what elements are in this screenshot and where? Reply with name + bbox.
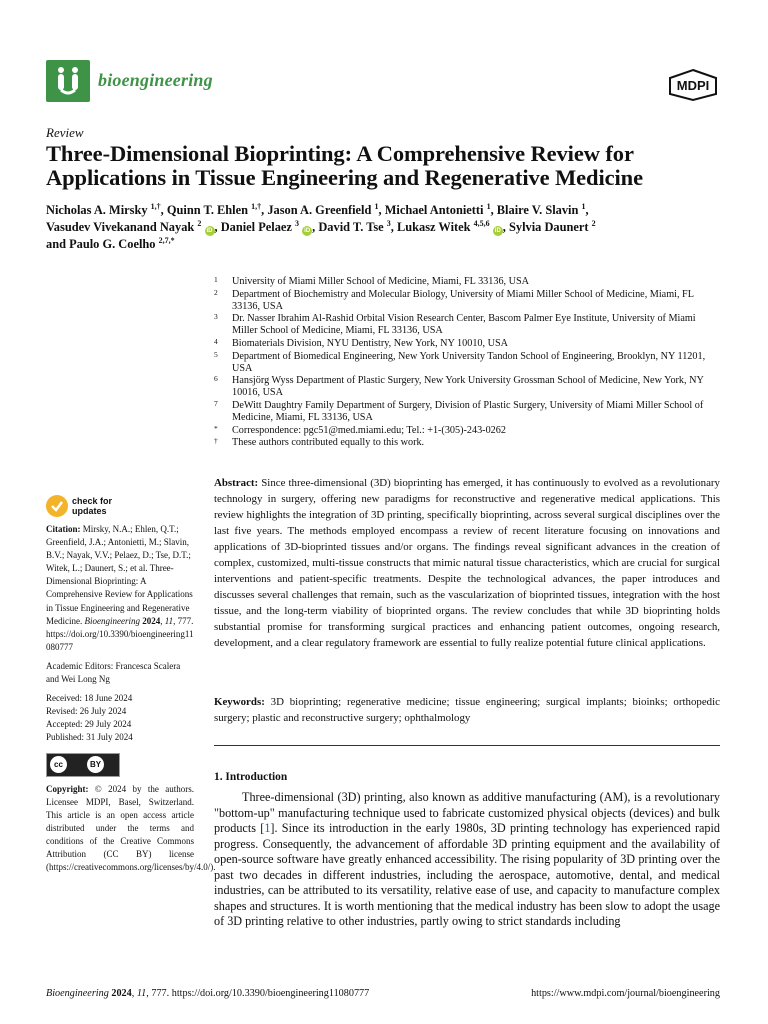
- academic-editors: Academic Editors: Francesca Scalera and Wei Long Ng: [46, 660, 181, 685]
- author-affiliation-marker: 2: [591, 218, 596, 228]
- affiliation-number: 1: [214, 275, 218, 284]
- sidebar: [46, 495, 216, 874]
- author-affiliation-marker: 1: [581, 201, 586, 211]
- cc-by-license-badge[interactable]: [46, 753, 120, 777]
- author-name: Sylvia Daunert: [508, 219, 589, 234]
- author-affiliation-marker: 4,5,6: [473, 218, 490, 228]
- check-updates-icon: [46, 495, 68, 517]
- citation-journal: Bioengineering: [84, 615, 140, 626]
- affiliation-item: [214, 313, 720, 337]
- affiliation-item: [214, 338, 720, 350]
- footer-volume: 11: [136, 988, 147, 999]
- citation-block: Citation: Mirsky, N.A.; Ehlen, Q.T.; Greenfield, J.A.; Antonietti, M.; Slavin, B.V.; Nayak, V.V.; Pelaez, D.; Tse, D.T.; Witek, L.; Daunert, S.; et al. Three-Dimensional Bioprinting: A Comprehensive Review for Applications in Tissue Engineering and Regenerative Medicine. Bioengineering 2024, 11, 777. https://doi.org/10.3390/bioengineering11080777: [46, 523, 194, 654]
- citation-label: Citation:: [46, 524, 81, 534]
- journal-logo: [46, 60, 90, 102]
- affiliation-item: [214, 375, 720, 399]
- affiliation-item: [214, 289, 720, 313]
- mdpi-logo: [666, 68, 720, 102]
- revised-date: Revised: 26 July 2024: [46, 706, 127, 717]
- affiliation-number: 4: [214, 336, 218, 346]
- author-affiliation-marker: 1: [486, 201, 491, 211]
- author-affiliation-marker: 1: [374, 201, 379, 211]
- author-name: Nicholas A. Mirsky: [46, 203, 148, 217]
- footer-doi[interactable]: , 777. https://doi.org/10.3390/bioengineering11080777: [146, 988, 370, 999]
- introduction-paragraph: Three-dimensional (3D) printing, also known as additive manufacturing (AM), is a revolutionary "bottom-up" manufacturing technique used to fabricate customized physical objects (devices) and bulk products [1]. Since its introduction in the early 1980s, 3D printing technology has experienced rapid progress. Consequently, the advancement of affordable 3D printing equipment and the availability of open-source software have greatly enhanced accessibility. The rising popularity of 3D printing over the past two decades in different industries, including the aerospace, automotive, dental, and medical industries, can be attributed to its versatility, relative ease of use, and capacity to manufacture complex shapes and structures. It is worth mentioning that the medical industry has been slow to adopt the usage of 3D printing relative to other industries, partly owing to strict standards including: [214, 790, 720, 928]
- author-name: Vasudev Vivekanand Nayak: [46, 219, 195, 234]
- journal-logo-icon: [46, 60, 90, 102]
- keywords: [214, 694, 720, 726]
- check-updates-line1: check for: [72, 496, 113, 506]
- citation-link[interactable]: 1: [264, 821, 271, 835]
- orcid-icon[interactable]: iD: [494, 227, 501, 234]
- journal-name: bioengineering: [98, 70, 213, 90]
- check-for-updates-button[interactable]: [46, 495, 194, 517]
- affiliation-text: Department of Biochemistry and Molecular Biology, University of Miami Miller School of Medicine, Miami, FL 33136, USA: [232, 288, 694, 312]
- dates-block: [46, 692, 194, 744]
- citation-doi-link[interactable]: https://doi.org/10.3390/bioengineering11080777: [46, 628, 194, 652]
- affiliation-item: [214, 351, 720, 375]
- author-affiliation-marker: 3: [386, 218, 391, 228]
- cc-icon: cc: [50, 756, 67, 773]
- author-name: David T. Tse: [318, 219, 384, 234]
- footer-citation: Bioengineering 2024, 11, 777. https://doi.org/10.3390/bioengineering11080777: [46, 988, 370, 999]
- affiliation-number: 3: [214, 312, 218, 322]
- affiliation-text: DeWitt Daughtry Family Department of Surgery, Division of Plastic Surgery, University of Miami Miller School of Medicine, Miami, FL 33136, USA: [232, 399, 704, 424]
- footer-journal-url[interactable]: https://www.mdpi.com/journal/bioengineering: [531, 988, 720, 999]
- check-updates-line2: updates: [72, 506, 107, 516]
- citation-year: 2024: [142, 615, 161, 626]
- author-name: and Paulo G. Coelho: [46, 236, 156, 251]
- author-name: Quinn T. Ehlen: [166, 203, 249, 217]
- copyright-label: Copyright:: [46, 783, 89, 794]
- copyright-text: © 2024 by the authors. Licensee MDPI, Basel, Switzerland. This article is an open access article distributed under the terms and conditions of the Creative Commons Attribution (CC BY) license (https://creativecommons.org/licenses/by/4.0/).: [46, 783, 216, 873]
- section-divider: [214, 745, 720, 746]
- citation-volume: 11: [164, 615, 174, 626]
- article-type: Review: [46, 125, 84, 140]
- section-heading-introduction: 1. Introduction: [214, 771, 288, 783]
- affiliation-text: Dr. Nasser Ibrahim Al-Rashid Orbital Vision Research Center, Bascom Palmer Eye Institute, University of Miami Miller School of Medicine, Miami, FL 33136, USA: [232, 313, 696, 337]
- copyright-block: [46, 783, 216, 875]
- received-date: Received: 18 June 2024: [46, 693, 133, 704]
- affiliation-number: †: [214, 436, 218, 446]
- citation-text: Mirsky, N.A.; Ehlen, Q.T.; Greenfield, J.A.; Antonietti, M.; Slavin, B.V.; Nayak, V.V.; Pelaez, D.; Tse, D.T.; Witek, L.; Daunert, S.; et al. Three-Dimensional Bioprinting: A Comprehensive Review for Applications in Tissue Engineering and Regenerative Medicine.: [46, 524, 193, 626]
- article-title: Three-Dimensional Bioprinting: A Comprehensive Review for Applications in Tissue Engineering and Regenerative Medicine: [46, 141, 643, 190]
- author-affiliation-marker: 3: [295, 218, 300, 228]
- affiliation-text: Correspondence: pgc51@med.miami.edu; Tel.: +1-(305)-243-0262: [232, 424, 506, 436]
- affiliation-number: 7: [214, 398, 218, 408]
- citation-pages: , 777.: [173, 615, 194, 626]
- author-list: Nicholas A. Mirsky $^{1,\dagger}$, Quinn T. Ehlen $^{1,\dagger}$, Jason A. Greenfield $^1$, Michael Antonietti $^1$, Blaire V. Slavin $^1$, Vasudev Vivekanand Nayak $^2$ iD , Daniel Pelaez $^3$ iD , David T. Tse $^3$, Lukasz Witek $^{4,5,6}$ iD , Sylvia Daunert $^2$ and Paulo G. Coelho $^{2,7,*}$: [46, 201, 596, 251]
- abstract: [214, 475, 720, 651]
- author-name: Lukasz Witek: [396, 219, 471, 234]
- author-name: Blaire V. Slavin: [496, 203, 579, 217]
- footer-journal: Bioengineering: [46, 988, 109, 999]
- author-name: Jason A. Greenfield: [267, 203, 372, 217]
- affiliation-text: These authors contributed equally to this work.: [232, 437, 425, 449]
- author-affiliation-marker: 1,†: [150, 201, 161, 211]
- keywords-text: 3D bioprinting; regenerative medicine; tissue engineering; surgical implants; bioinks; orthopedic surgery; plastic and reconstructive surgery; ophthalmology: [214, 696, 720, 724]
- author-affiliation-marker: 1,†: [251, 201, 262, 211]
- affiliation-number: *: [214, 423, 218, 433]
- affiliation-text: Department of Biomedical Engineering, New York University Tandon School of Engineering, Brooklyn, NY 11201, USA: [232, 350, 706, 374]
- mdpi-logo-text: MDPI: [676, 78, 710, 93]
- affiliation-item: [214, 437, 720, 449]
- orcid-icon[interactable]: iD: [206, 227, 213, 234]
- author-name: Michael Antonietti: [384, 203, 484, 217]
- affiliation-item: [214, 425, 720, 437]
- keywords-label: Keywords:: [214, 696, 265, 708]
- orcid-icon[interactable]: iD: [304, 227, 311, 234]
- author-name: Daniel Pelaez: [220, 219, 292, 234]
- accepted-date: Accepted: 29 July 2024: [46, 719, 132, 730]
- abstract-text: Since three-dimensional (3D) bioprinting has emerged, it has continuously to evolved as a revolutionary technology in surgery, offering new paradigms for reconstructive and regenerative medical applications. This review highlights the integration of 3D printing, specifically bioprinting, across several surgical disciplines over the last five years. The methods employed encompass a review of recent literature focusing on innovations and applications of 3D-bioprinted tissues and/or organs. The findings reveal significant advances in the creation of complex, customized, multi-tissue constructs that mimic natural tissue characteristics, which are crucial for surgical interventions and patient-specific treatments. Despite the technological advances, the paper introduces and discusses several challenges that remain, such as the vascularization of bioprinted tissues, integration with the host tissue, and the long-term viability of bioprinted organs. The review concludes that while 3D bioprinting holds substantial promise for transforming surgical practices and enhancing patient outcomes, ongoing research, development, and a clear regulatory framework are essential to fully realize potential future clinical applications.: [214, 477, 720, 649]
- affiliation-text: Biomaterials Division, NYU Dentistry, New York, NY 10010, USA: [232, 337, 508, 349]
- affiliation-item: [214, 400, 720, 424]
- affiliation-number: 2: [214, 287, 218, 297]
- mdpi-logo-icon: [666, 68, 720, 102]
- by-icon: BY: [87, 756, 104, 773]
- affiliation-list: [214, 276, 720, 450]
- abstract-label: Abstract:: [214, 477, 259, 489]
- affiliation-text: University of Miami Miller School of Medicine, Miami, FL 33136, USA: [232, 276, 530, 287]
- footer-year: 2024: [111, 988, 132, 999]
- affiliation-number: 6: [214, 374, 218, 384]
- affiliation-number: 5: [214, 349, 218, 359]
- affiliation-item: [214, 276, 720, 288]
- published-date: Published: 31 July 2024: [46, 732, 133, 743]
- author-affiliation-marker: 2,7,*: [158, 235, 175, 245]
- affiliation-text: Hansjörg Wyss Department of Plastic Surgery, New York University Grossman School of Medicine, New York, NY 10016, USA: [232, 375, 704, 399]
- author-affiliation-marker: 2: [197, 218, 202, 228]
